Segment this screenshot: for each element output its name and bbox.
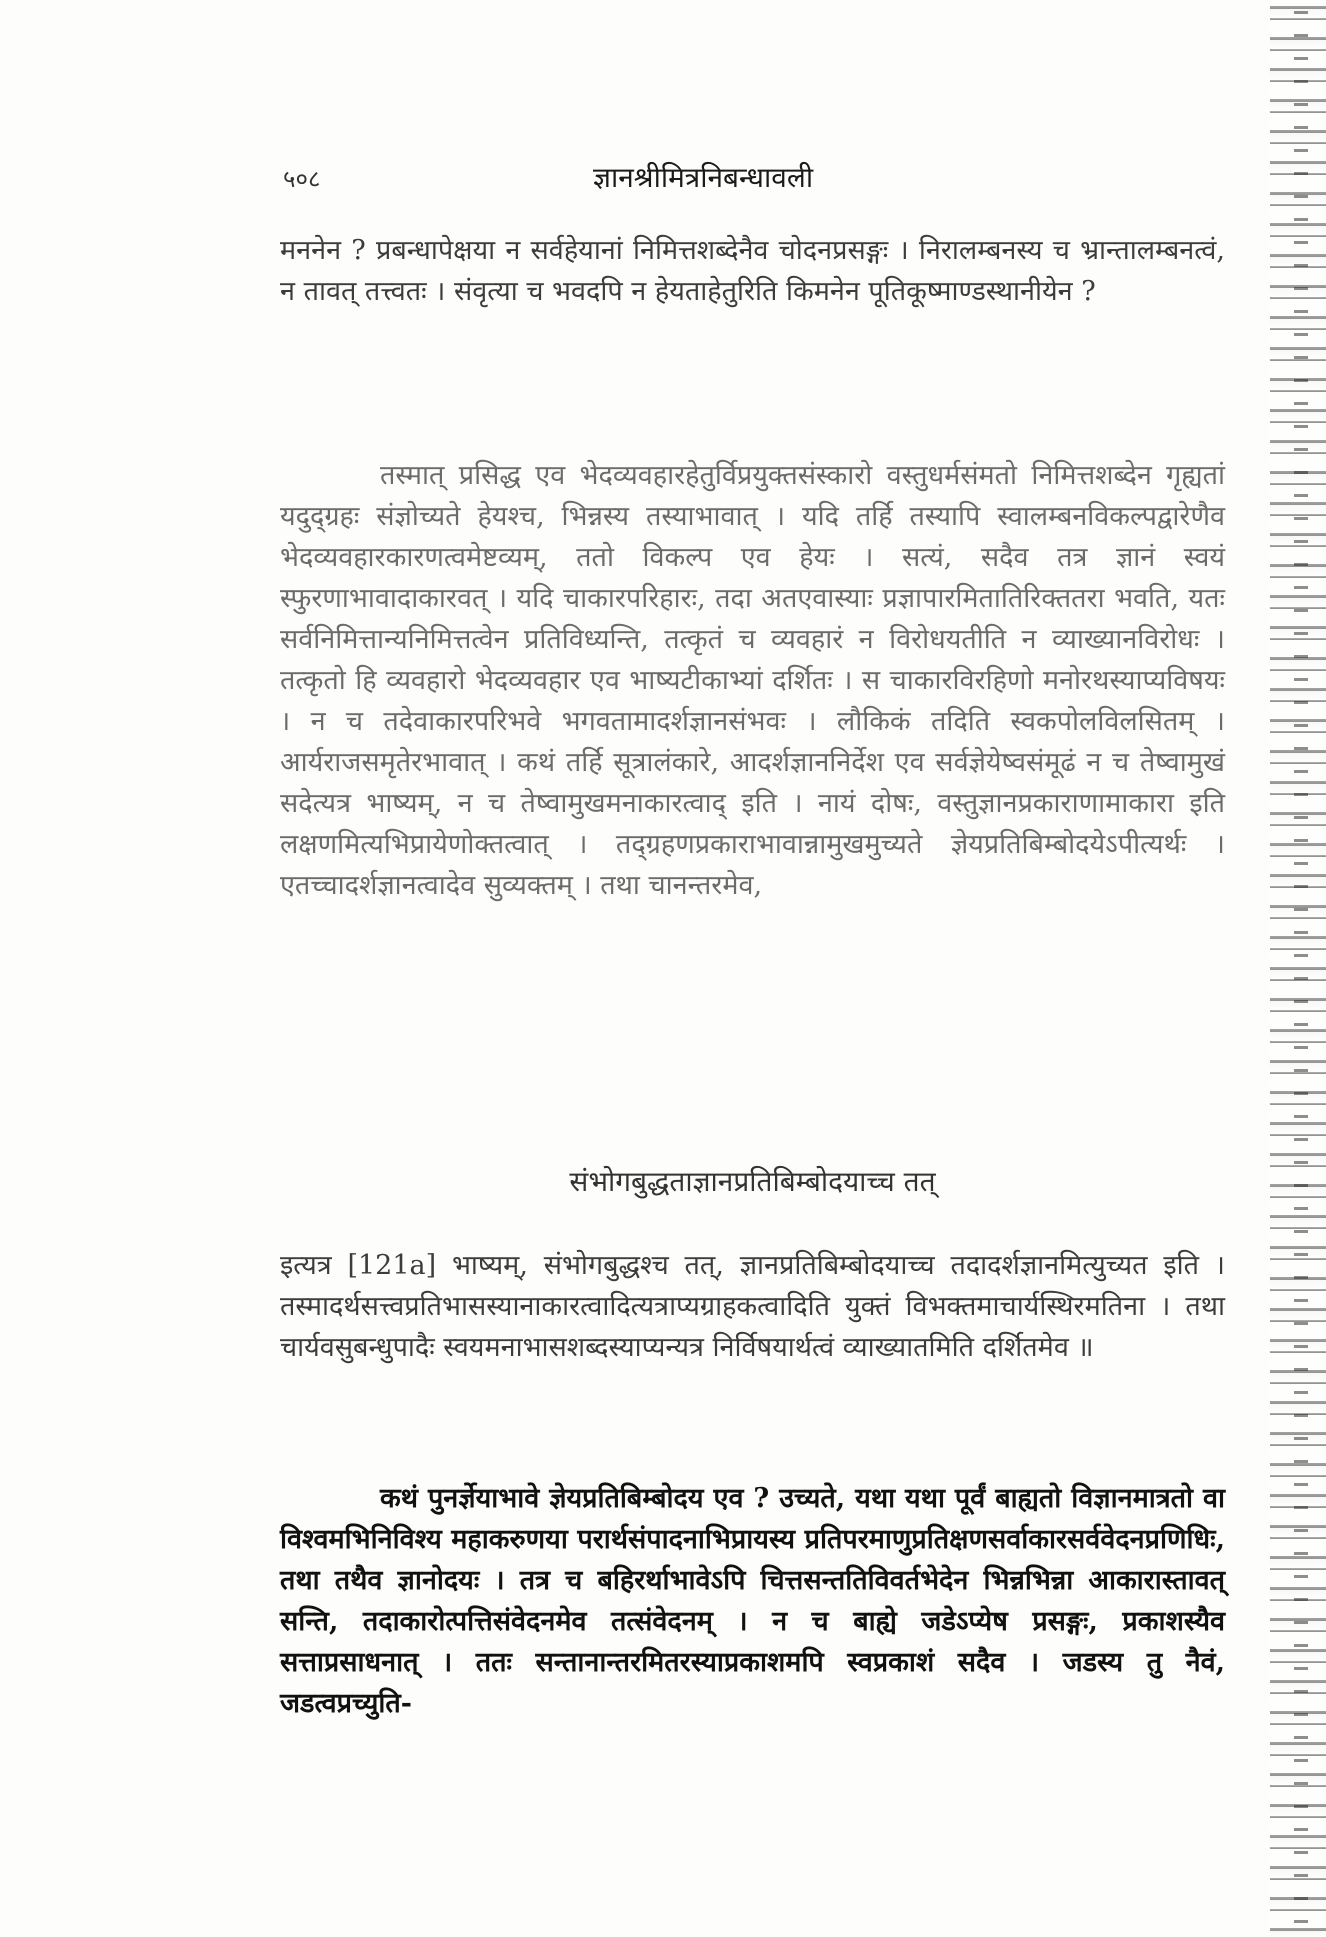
page-number: ५०८ [283,165,321,193]
paragraph-2-text: तस्मात् प्रसिद्ध एव भेदव्यवहारहेतुर्विप्रयुक्तसंस्कारो वस्तुधर्मसंमतो निमित्तशब्देन गृह्यतां यदुद्ग्रहः संज्ञोच्यते हेयश्च, भिन्नस्य तस्याभावात् । यदि तर्हि तस्यापि स्वालम्बनविकल्पद्वारेणैव भेदव्यवहारकारणत्वमेष्टव्यम्, ततो विकल्प एव हेयः । सत्यं, सदैव तत्र ज्ञानं स्वयं स्फुरणाभावादाकारवत् । यदि चाकारपरिहारः, तदा अतएवास्याः प्रज्ञापारमितातिरिक्ततरा भवति, यतः सर्वनिमित्तान्यनिमित्तत्वेन प्रतिविध्यन्ति, तत्कृतं च व्यवहारं न विरोधयतीति न व्याख्यानविरोधः । तत्कृतो हि व्यवहारो भेदव्यवहार एव भाष्यटीकाभ्यां दर्शितः । स चाकारविरहिणो मनोरथस्याप्यविषयः । न च तदेवाकारपरिभवे भगवतामादर्शज्ञानसंभवः । लौकिकं तदिति स्वकपोलविलसितम् । आर्यराजसमृतेरभावात् । कथं तर्हि सूत्रालंकारे, आदर्शज्ञाननिर्देश एव सर्वज्ञेयेष्वसंमूढं न च तेष्वामुखं सदेत्यत्र भाष्यम्, न च तेष्वामुखमनाकारत्वाद् इति । नायं दोषः, वस्तुज्ञानप्रकाराणामाकारा इति लक्षणमित्यभिप्रायेणोक्तत्वात् । तद्ग्रहणप्रकाराभावान्नामुखमुच्यते ज्ञेयप्रतिबिम्बोदयेऽपीत्यर्थः । एतच्चादर्शज्ञानत्वादेव सुव्यक्तम् । तथा चानन्तरमेव, [280,460,1225,901]
paragraph-4-text: कथं पुनर्ज्ञेयाभावे ज्ञेयप्रतिबिम्बोदय एव ? उच्यते, यथा यथा पूर्वं बाह्यतो विज्ञानमात्रतो वा विश्वमभिनिविश्य महाकरुणया परार्थसंपादनाभिप्रायस्य प्रतिपरमाणुप्रतिक्षणसर्वाकारसर्ववेदनप्रणिधिः, तथा तथैव ज्ञानोदयः । तत्र च बहिरर्थाभावेऽपि चित्तसन्ततिविवर्तभेदेन भिन्नभिन्ना आकारास्तावत् सन्ति, तदाकारोत्पत्तिसंवेदनमेव तत्संवेदनम् । न च बाह्ये जडेऽप्येष प्रसङ्गः, प्रकाशस्यैव सत्ताप्रसाधनात् । ततः सन्तानान्तरमितरस्याप्रकाशमपि स्वप्रकाशं सदैव । जडस्य तु नैवं, जडत्वप्रच्युति- [280,1483,1225,1719]
scan-edge-shadow [1294,0,1308,1937]
running-title: ज्ञानश्रीमित्रनिबन्धावली [593,161,814,194]
paragraph-2 [280,455,1225,906]
paragraph-1 [280,230,1225,312]
paragraph-3-text: इत्यत्र [121a] भाष्यम्, संभोगबुद्धश्च तत्, ज्ञानप्रतिबिम्बोदयाच्च तदादर्शज्ञानमित्युच्यत इति । तस्मादर्थसत्त्वप्रतिभासस्यानाकारत्वादित्यत्राप्यग्राहकत्वादिति युक्तं विभक्तमाचार्यस्थिरमतिना । तथा चार्यवसुबन्धुपादैः स्वयमनाभासशब्दस्याप्यन्यत्र निर्विषयार्थत्वं व्याख्यातमिति दर्शितमेव ॥ [280,1250,1225,1363]
paragraph-3 [280,1245,1225,1368]
page-header [283,158,1233,198]
paragraph-1-text: मननेन ? प्रबन्धापेक्षया न सर्वहेयानां निमित्तशब्देनैव चोदनप्रसङ्गः । निरालम्बनस्य च भ्रान्तालम्बनत्वं, न तावत् तत्त्वतः । संवृत्या च भवदपि न हेयताहेतुरिति किमनेन पूतिकूष्माण्डस्थानीयेन ? [280,235,1225,307]
verse-line: संभोगबुद्धताज्ञानप्रतिबिम्बोदयाच्च तत् [569,1165,936,1198]
paragraph-4 [280,1478,1225,1724]
